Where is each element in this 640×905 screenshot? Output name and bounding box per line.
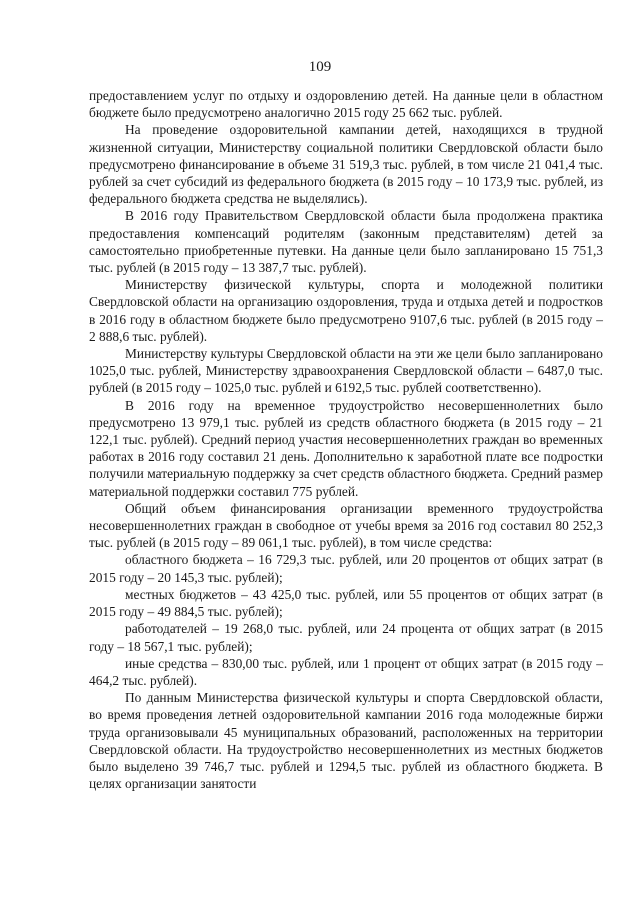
- funding-source-item: местных бюджетов – 43 425,0 тыс. рублей, или 55 процентов от общих затрат (в 2015 году – 49 884,5 тыс. рублей);: [89, 586, 603, 620]
- paragraph: В 2016 году на временное трудоустройство несовершеннолетних было предусмотрено 13 979,1 тыс. рублей из средств областного бюджета (в 2015 году – 21 122,1 тыс. рублей). Средний период участия несовершеннолетних граждан во временных работах в 2016 году составил 21 день. Дополнительно к заработной плате все подростки получили материальную поддержку за счет средств областного бюджета. Средний размер материальной поддержки составил 775 рублей.: [89, 397, 603, 499]
- funding-source-item: иные средства – 830,00 тыс. рублей, или 1 процент от общих затрат (в 2015 году – 464,2 тыс. рублей).: [89, 655, 603, 688]
- paragraph: На проведение оздоровительной кампании детей, находящихся в трудной жизненной ситуации, Министерству социальной политики Свердловской области было предусмотрено финансирование в объеме 31 519,3 тыс. рублей, в том числе 21 041,4 тыс. рублей за счет субсидий из федерального бюджета (в 2015 году – 10 173,9 тыс. рублей, из федерального бюджета средства не выделялись).: [89, 122, 603, 207]
- paragraph: Министерству культуры Свердловской области на эти же цели было запланировано 1025,0 тыс. рублей, Министерству здравоохранения Свердловской области – 6487,0 тыс. рублей (в 2015 году – 1025,0 тыс. рублей и 6192,5 тыс. рублей соответственно).: [89, 346, 603, 396]
- page-number: 109: [308, 59, 332, 75]
- paragraph: В 2016 году Правительством Свердловской области была продолжена практика предоставления компенсаций родителям (законным представителям) детей за самостоятельно приобретенные путевки. На данные цели было запланировано 15 751,3 тыс. рублей (в 2015 году – 13 387,7 тыс. рублей).: [89, 208, 603, 276]
- body-text: [89, 87, 603, 792]
- paragraph-continuation: предоставлением услуг по отдыху и оздоровлению детей. На данные цели в областном бюджете было предусмотрено аналогично 2015 году 25 662 тыс. рублей.: [89, 88, 603, 121]
- paragraph: Министерству физической культуры, спорта и молодежной политики Свердловской области на организацию оздоровления, труда и отдыха детей и подростков в 2016 году в областном бюджете было предусмотрено 9107,6 тыс. рублей (в 2015 году – 2 888,6 тыс. рублей).: [89, 277, 603, 344]
- funding-source-item: областного бюджета – 16 729,3 тыс. рублей, или 20 процентов от общих затрат (в 2015 году – 20 145,3 тыс. рублей);: [89, 552, 603, 585]
- funding-source-item: работодателей – 19 268,0 тыс. рублей, или 24 процента от общих затрат (в 2015 году – 18 567,1 тыс. рублей);: [89, 621, 603, 654]
- paragraph: Общий объем финансирования организации временного трудоустройства несовершеннолетних граждан в свободное от учебы время за 2016 год составил 80 252,3 тыс. рублей (в 2015 году – 89 061,1 тыс. рублей), в том числе средства:: [89, 500, 603, 551]
- paragraph: По данным Министерства физической культуры и спорта Свердловской области, во время проведения летней оздоровительной кампании 2016 года молодежные биржи труда организовывали 45 муниципальных образований, расположенных на территории Свердловской области. На трудоустройство несовершеннолетних из местных бюджетов было выделено 39 746,7 тыс. рублей и 1294,5 тыс. рублей из областного бюджета. В целях организации занятости: [89, 690, 603, 792]
